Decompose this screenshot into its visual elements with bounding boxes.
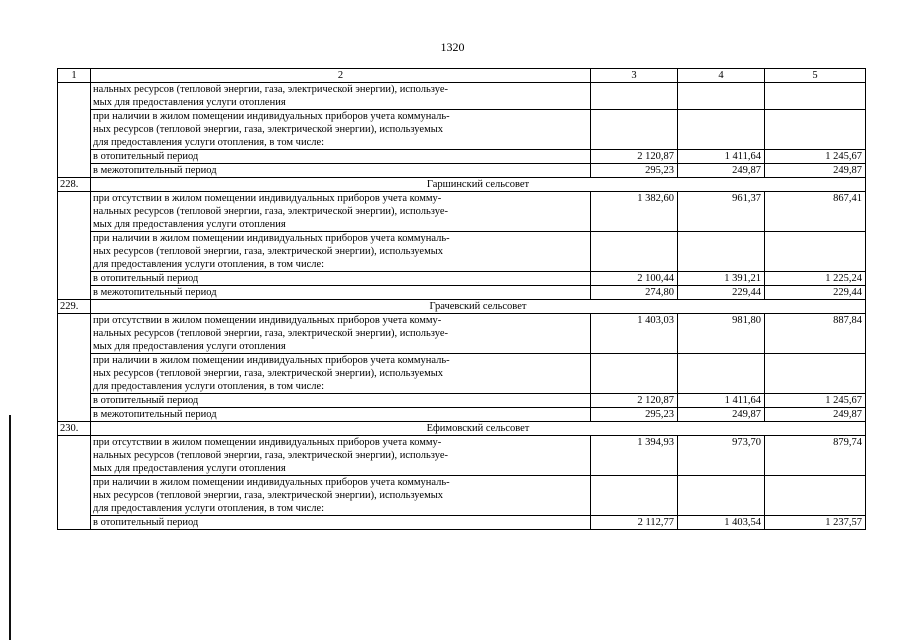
section-row [58, 300, 866, 314]
table-row [58, 354, 866, 394]
number-cell [58, 83, 91, 178]
value-cell [591, 83, 678, 110]
value-cell: 961,37 [678, 192, 765, 232]
description-line: мых для предоставления услуги отопления [93, 97, 286, 108]
value-cell: 1 237,57 [765, 516, 866, 530]
description-line: для предоставления услуги отопления, в том числе: [93, 137, 325, 148]
description-line: для предоставления услуги отопления, в том числе: [93, 503, 325, 514]
table-row [58, 408, 866, 422]
table-row [58, 476, 866, 516]
section-number: 229. [58, 300, 91, 314]
period-label: в межотопительный период [91, 408, 591, 422]
description-line: при отсутствии в жилом помещении индивидуальных приборов учета комму- [93, 437, 442, 448]
table-row [58, 272, 866, 286]
number-cell [58, 436, 91, 530]
table-row [58, 516, 866, 530]
header-cell: 1 [58, 69, 91, 83]
value-cell: 1 245,67 [765, 394, 866, 408]
value-cell [765, 354, 866, 394]
header-cell: 5 [765, 69, 866, 83]
value-cell: 1 382,60 [591, 192, 678, 232]
description-cell [91, 476, 591, 516]
tariff-table [57, 68, 866, 530]
description-line: ных ресурсов (тепловой энергии, газа, электрической энергии), используемых [93, 490, 444, 501]
table-row [58, 314, 866, 354]
table-header-row [58, 69, 866, 83]
section-row [58, 422, 866, 436]
value-cell: 1 403,03 [591, 314, 678, 354]
description-line: при наличии в жилом помещении индивидуальных приборов учета коммуналь- [93, 477, 450, 488]
value-cell [591, 110, 678, 150]
description-cell [91, 436, 591, 476]
value-cell: 973,70 [678, 436, 765, 476]
description-line: мых для предоставления услуги отопления [93, 219, 286, 230]
section-row [58, 178, 866, 192]
description-line: нальных ресурсов (тепловой энергии, газа, электрической энергии), используе- [93, 450, 448, 461]
value-cell: 249,87 [678, 408, 765, 422]
description-line: для предоставления услуги отопления, в том числе: [93, 259, 325, 270]
value-cell [678, 83, 765, 110]
value-cell: 1 403,54 [678, 516, 765, 530]
description-cell [91, 83, 591, 110]
period-label: в отопительный период [91, 516, 591, 530]
value-cell: 274,80 [591, 286, 678, 300]
value-cell: 1 245,67 [765, 150, 866, 164]
description-line: при наличии в жилом помещении индивидуальных приборов учета коммуналь- [93, 355, 450, 366]
value-cell [678, 110, 765, 150]
header-cell: 3 [591, 69, 678, 83]
section-title: Гаршинский сельсовет [91, 178, 866, 192]
section-number: 228. [58, 178, 91, 192]
value-cell: 1 394,93 [591, 436, 678, 476]
value-cell: 2 120,87 [591, 394, 678, 408]
header-cell: 4 [678, 69, 765, 83]
description-line: при отсутствии в жилом помещении индивидуальных приборов учета комму- [93, 193, 442, 204]
description-cell [91, 232, 591, 272]
value-cell: 2 100,44 [591, 272, 678, 286]
value-cell: 1 391,21 [678, 272, 765, 286]
table-row [58, 110, 866, 150]
value-cell: 867,41 [765, 192, 866, 232]
table-row [58, 436, 866, 476]
description-line: нальных ресурсов (тепловой энергии, газа, электрической энергии), используе- [93, 206, 448, 217]
value-cell [591, 476, 678, 516]
description-cell [91, 110, 591, 150]
description-line: при отсутствии в жилом помещении индивидуальных приборов учета комму- [93, 315, 442, 326]
value-cell [765, 476, 866, 516]
value-cell [765, 83, 866, 110]
table-row [58, 232, 866, 272]
value-cell: 981,80 [678, 314, 765, 354]
value-cell: 2 112,77 [591, 516, 678, 530]
period-label: в межотопительный период [91, 164, 591, 178]
value-cell: 295,23 [591, 408, 678, 422]
description-cell [91, 314, 591, 354]
value-cell: 2 120,87 [591, 150, 678, 164]
number-cell [58, 314, 91, 422]
value-cell: 229,44 [765, 286, 866, 300]
table-row [58, 164, 866, 178]
description-line: при наличии в жилом помещении индивидуальных приборов учета коммуналь- [93, 111, 450, 122]
section-title: Грачевский сельсовет [91, 300, 866, 314]
value-cell: 249,87 [678, 164, 765, 178]
value-cell: 1 411,64 [678, 394, 765, 408]
period-label: в отопительный период [91, 272, 591, 286]
value-cell: 887,84 [765, 314, 866, 354]
description-line: ных ресурсов (тепловой энергии, газа, электрической энергии), используемых [93, 124, 444, 135]
value-cell: 879,74 [765, 436, 866, 476]
description-line: нальных ресурсов (тепловой энергии, газа, электрической энергии), используе- [93, 84, 448, 95]
value-cell: 1 225,24 [765, 272, 866, 286]
table-row [58, 150, 866, 164]
page-number: 1320 [440, 40, 465, 54]
value-cell [678, 476, 765, 516]
table-row [58, 394, 866, 408]
section-number: 230. [58, 422, 91, 436]
description-line: мых для предоставления услуги отопления [93, 463, 286, 474]
value-cell [678, 232, 765, 272]
value-cell [765, 232, 866, 272]
section-title: Ефимовский сельсовет [91, 422, 866, 436]
value-cell: 249,87 [765, 408, 866, 422]
value-cell [678, 354, 765, 394]
header-cell: 2 [91, 69, 591, 83]
value-cell [591, 232, 678, 272]
description-cell [91, 192, 591, 232]
scan-edge-bar [9, 415, 11, 640]
description-line: ных ресурсов (тепловой энергии, газа, электрической энергии), используемых [93, 246, 444, 257]
number-cell [58, 192, 91, 300]
value-cell: 249,87 [765, 164, 866, 178]
description-line: ных ресурсов (тепловой энергии, газа, электрической энергии), используемых [93, 368, 444, 379]
period-label: в отопительный период [91, 394, 591, 408]
table-row [58, 192, 866, 232]
value-cell: 295,23 [591, 164, 678, 178]
value-cell [591, 354, 678, 394]
table-row [58, 83, 866, 110]
period-label: в отопительный период [91, 150, 591, 164]
description-line: для предоставления услуги отопления, в том числе: [93, 381, 325, 392]
value-cell: 229,44 [678, 286, 765, 300]
description-line: нальных ресурсов (тепловой энергии, газа, электрической энергии), используе- [93, 328, 448, 339]
description-line: при наличии в жилом помещении индивидуальных приборов учета коммуналь- [93, 233, 450, 244]
description-cell [91, 354, 591, 394]
table-row [58, 286, 866, 300]
description-line: мых для предоставления услуги отопления [93, 341, 286, 352]
value-cell [765, 110, 866, 150]
value-cell: 1 411,64 [678, 150, 765, 164]
period-label: в межотопительный период [91, 286, 591, 300]
